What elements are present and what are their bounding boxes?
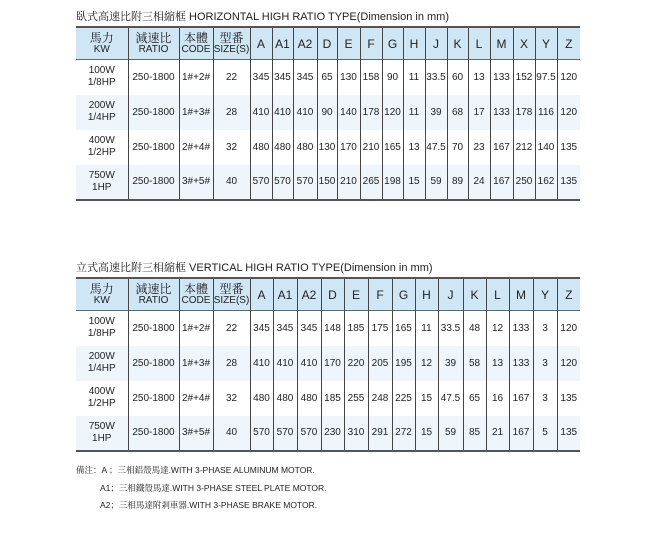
header-label: J	[447, 287, 454, 302]
table-cell: 135	[557, 165, 580, 200]
table-cell: 167	[509, 416, 533, 451]
power-label: 1/4HP	[87, 112, 116, 123]
column-header	[360, 27, 382, 60]
table-cell: 310	[344, 416, 368, 451]
table-cell: 130	[337, 60, 360, 95]
horizontal-table-title: 臥式高速比附三相縮框 HORIZONTAL HIGH RATIO TYPE(Dimension in mm)	[76, 11, 450, 23]
table-cell: 16	[486, 381, 509, 416]
table-cell: 133	[490, 60, 513, 95]
header-label: Y	[541, 36, 550, 51]
column-header	[76, 278, 128, 311]
header-label: K	[453, 36, 462, 51]
table-cell: 3#+5#	[179, 416, 213, 451]
table-cell: 65	[317, 60, 337, 95]
table-cell: 205	[368, 346, 392, 381]
header-label: G	[387, 36, 398, 51]
table-cell: 250-1800	[128, 130, 179, 165]
table-cell: 170	[321, 346, 344, 381]
table-cell: 272	[392, 416, 415, 451]
table-cell: 570	[297, 416, 321, 451]
header-label: E	[351, 287, 360, 302]
table-cell: 90	[317, 95, 337, 130]
table-cell: 133	[509, 346, 533, 381]
power-label: 1/8HP	[87, 328, 116, 340]
table-cell: 158	[360, 60, 382, 95]
column-header	[513, 27, 535, 60]
table-cell: 345	[250, 311, 273, 346]
table-cell: 195	[392, 346, 415, 381]
table-cell	[76, 311, 128, 346]
power-label: 1HP	[92, 432, 112, 444]
table-cell: 48	[463, 311, 486, 346]
table-cell: 3	[533, 381, 557, 416]
table-cell: 12	[415, 346, 438, 381]
column-header	[76, 27, 128, 60]
header-label: RATIO	[138, 43, 169, 55]
table-cell: 185	[344, 311, 368, 346]
table-cell: 28	[213, 95, 250, 130]
table-cell: 410	[272, 95, 293, 130]
header-label: L	[475, 36, 483, 51]
table-cell: 410	[273, 346, 297, 381]
table-cell: 28	[213, 346, 250, 381]
table-cell: 148	[321, 311, 344, 346]
notes	[76, 462, 327, 515]
table-cell: 345	[272, 60, 293, 95]
note-a2: A2；三相馬達附剎車器.WITH 3-PHASE BRAKE MOTOR.	[100, 500, 318, 510]
table-cell: 480	[250, 130, 272, 165]
column-header	[415, 278, 438, 311]
header-label: 本體	[183, 30, 208, 45]
header-label: Z	[565, 36, 573, 51]
column-header	[213, 278, 250, 311]
table-cell: 5	[533, 416, 557, 451]
column-header	[535, 27, 557, 60]
table-cell: 130	[317, 130, 337, 165]
table-cell: 24	[468, 165, 490, 200]
table-cell: 120	[557, 311, 580, 346]
table-cell: 15	[415, 416, 438, 451]
table-cell: 150	[317, 165, 337, 200]
table-cell: 3	[533, 311, 557, 346]
column-header	[438, 278, 463, 311]
column-header	[293, 27, 317, 60]
table-cell: 250-1800	[128, 165, 179, 200]
table-cell: 32	[213, 130, 250, 165]
power-label: 1HP	[92, 181, 112, 193]
table-cell: 291	[368, 416, 392, 451]
table-cell: 2#+4#	[179, 381, 213, 416]
table-cell: 220	[344, 346, 368, 381]
table-cell: 135	[557, 381, 580, 416]
table-cell: 21	[486, 416, 509, 451]
table-cell: 133	[490, 95, 513, 130]
table-cell: 198	[382, 165, 403, 200]
table-cell: 1#+2#	[179, 60, 213, 95]
table-cell	[76, 381, 128, 416]
header-label: RATIO	[138, 294, 169, 306]
table-cell: 345	[273, 311, 297, 346]
header-label: CODE	[181, 294, 211, 306]
table-cell: 210	[360, 130, 382, 165]
table-cell: 140	[337, 95, 360, 130]
table-cell: 60	[447, 60, 468, 95]
table-cell: 345	[297, 311, 321, 346]
table-cell: 23	[468, 130, 490, 165]
table-cell: 255	[344, 381, 368, 416]
table-cell: 345	[250, 60, 272, 95]
table-cell: 32	[213, 381, 250, 416]
header-label: Y	[540, 287, 549, 302]
header-label: L	[494, 287, 501, 302]
column-header	[468, 27, 490, 60]
table-cell: 17	[468, 95, 490, 130]
table-cell: 570	[250, 165, 272, 200]
header-label: D	[322, 36, 332, 51]
column-header	[557, 27, 580, 60]
table-cell: 120	[557, 60, 580, 95]
table-cell: 480	[293, 130, 317, 165]
table-cell: 33.5	[425, 60, 447, 95]
header-label: J	[433, 36, 439, 51]
column-header	[403, 27, 425, 60]
header-label: H	[409, 36, 419, 51]
table-cell: 167	[490, 165, 513, 200]
table-cell: 120	[557, 346, 580, 381]
table-row	[76, 60, 580, 95]
table-cell: 225	[392, 381, 415, 416]
horizontal-dimension-table	[76, 26, 580, 201]
table-cell: 165	[382, 130, 403, 165]
power-label: 200W	[88, 100, 115, 111]
table-cell: 68	[447, 95, 468, 130]
column-header	[179, 278, 213, 311]
table-cell: 250-1800	[128, 60, 179, 95]
table-cell: 15	[415, 381, 438, 416]
table-cell	[76, 95, 128, 130]
header-label: SIZE(S)	[213, 294, 250, 306]
header-label: 型番	[219, 30, 244, 45]
table-cell: 33.5	[438, 311, 463, 346]
table-cell	[76, 60, 128, 95]
table-row	[76, 311, 580, 346]
table-row	[76, 95, 580, 130]
table-cell: 13	[486, 346, 509, 381]
table-cell: 570	[272, 165, 293, 200]
power-label: 200W	[88, 351, 115, 362]
header-label: 減速比	[135, 30, 172, 45]
table-cell: 212	[513, 130, 535, 165]
table-cell: 167	[509, 381, 533, 416]
column-header	[368, 278, 392, 311]
table-cell	[76, 416, 128, 451]
header-label: KW	[93, 43, 110, 55]
table-cell: 210	[337, 165, 360, 200]
table-cell	[76, 165, 128, 200]
column-header	[463, 278, 486, 311]
table-row	[76, 165, 580, 200]
table-cell: 170	[337, 130, 360, 165]
table-cell: 570	[273, 416, 297, 451]
table-cell	[76, 130, 128, 165]
column-header	[250, 278, 273, 311]
column-header	[297, 278, 321, 311]
table-cell: 133	[509, 311, 533, 346]
header-label: A	[257, 287, 266, 302]
header-label: D	[328, 287, 337, 302]
header-label: G	[398, 287, 409, 302]
note-a1: A1；三相鐵殼馬達.WITH 3-PHASE STEEL PLATE MOTOR.	[100, 482, 327, 493]
header-label: 型番	[219, 281, 244, 296]
header-label: Z	[565, 287, 573, 302]
table-cell: 89	[447, 165, 468, 200]
table-cell: 250-1800	[128, 381, 179, 416]
table-cell: 39	[425, 95, 447, 130]
table-cell: 410	[250, 346, 273, 381]
table-cell: 90	[382, 60, 403, 95]
column-header	[486, 278, 509, 311]
column-header	[490, 27, 513, 60]
table-cell: 1#+3#	[179, 95, 213, 130]
column-header	[250, 27, 272, 60]
table-cell: 250	[513, 165, 535, 200]
table-cell: 265	[360, 165, 382, 200]
power-label: 1/4HP	[87, 363, 116, 374]
header-label: A2	[301, 287, 317, 302]
table-cell: 39	[438, 346, 463, 381]
column-header	[533, 278, 557, 311]
column-header	[128, 27, 179, 60]
table-row	[76, 416, 580, 451]
header-label: K	[470, 287, 479, 302]
column-header	[447, 27, 468, 60]
table-cell: 175	[368, 311, 392, 346]
column-header	[321, 278, 344, 311]
header-label: 本體	[183, 281, 208, 296]
table-cell: 178	[513, 95, 535, 130]
column-header	[557, 278, 580, 311]
table-cell: 135	[557, 416, 580, 451]
power-label: 100W	[88, 65, 115, 77]
table-cell: 70	[447, 130, 468, 165]
table-cell: 11	[403, 60, 425, 95]
table-cell: 2#+4#	[179, 130, 213, 165]
header-label: A1	[275, 36, 290, 51]
table-cell: 11	[403, 95, 425, 130]
table-cell: 248	[368, 381, 392, 416]
table-cell: 13	[403, 130, 425, 165]
table-cell: 250-1800	[128, 346, 179, 381]
power-label: 1/2HP	[87, 398, 116, 409]
column-header	[273, 278, 297, 311]
table-cell: 480	[297, 381, 321, 416]
table-cell: 3#+5#	[179, 165, 213, 200]
table-row	[76, 381, 580, 416]
table-cell: 120	[382, 95, 403, 130]
header-label: F	[376, 287, 384, 302]
header-label: CODE	[181, 43, 211, 55]
table-cell: 85	[463, 416, 486, 451]
header-label: E	[344, 36, 353, 51]
table-cell: 230	[321, 416, 344, 451]
table-cell: 97.5	[535, 60, 557, 95]
header-label: A2	[297, 36, 313, 51]
table-cell: 185	[321, 381, 344, 416]
header-label: 馬力	[89, 30, 114, 45]
table-cell: 59	[438, 416, 463, 451]
table-cell: 22	[213, 311, 250, 346]
header-label: X	[519, 36, 528, 51]
column-header	[317, 27, 337, 60]
header-label: 減速比	[135, 281, 172, 296]
table-cell: 3	[533, 346, 557, 381]
header-label: H	[422, 287, 431, 302]
note-a: 備注：A ；三相鋁殼馬達.WITH 3-PHASE ALUMINUM MOTOR.	[76, 465, 315, 475]
header-label: F	[367, 36, 375, 51]
table-cell: 65	[463, 381, 486, 416]
table-cell: 250-1800	[128, 416, 179, 451]
header-label: KW	[93, 294, 110, 306]
table-cell: 1#+3#	[179, 346, 213, 381]
table-cell: 480	[250, 381, 273, 416]
table-cell: 570	[250, 416, 273, 451]
power-label: 750W	[88, 420, 115, 432]
table-cell: 167	[490, 130, 513, 165]
power-label: 1/8HP	[87, 77, 116, 89]
column-header	[382, 27, 403, 60]
column-header	[509, 278, 533, 311]
table-cell: 15	[403, 165, 425, 200]
header-row	[76, 27, 580, 60]
table-cell: 47.5	[425, 130, 447, 165]
table-cell: 165	[392, 311, 415, 346]
table-cell: 410	[297, 346, 321, 381]
table-cell: 152	[513, 60, 535, 95]
header-row	[76, 278, 580, 311]
power-label: 100W	[88, 316, 115, 328]
table-cell: 250-1800	[128, 311, 179, 346]
table-cell: 178	[360, 95, 382, 130]
table-cell: 1#+2#	[179, 311, 213, 346]
column-header	[392, 278, 415, 311]
header-label: SIZE(S)	[213, 43, 250, 55]
table-cell: 58	[463, 346, 486, 381]
header-label: 馬力	[89, 281, 114, 296]
table-cell: 40	[213, 416, 250, 451]
power-label: 400W	[88, 135, 115, 146]
column-header	[128, 278, 179, 311]
table-cell: 12	[486, 311, 509, 346]
table-cell: 410	[250, 95, 272, 130]
column-header	[344, 278, 368, 311]
table-cell: 570	[293, 165, 317, 200]
column-header	[425, 27, 447, 60]
header-label: A1	[277, 287, 293, 302]
vertical-table-title: 立式高速比附三相縮框 VERTICAL HIGH RATIO TYPE(Dimension in mm)	[76, 262, 433, 274]
column-header	[272, 27, 293, 60]
table-cell: 250-1800	[128, 95, 179, 130]
table-cell: 116	[535, 95, 557, 130]
table-row	[76, 130, 580, 165]
table-cell: 162	[535, 165, 557, 200]
table-cell: 480	[273, 381, 297, 416]
power-label: 750W	[88, 169, 115, 181]
table-cell: 40	[213, 165, 250, 200]
table-cell: 47.5	[438, 381, 463, 416]
vertical-dimension-table	[76, 277, 580, 452]
column-header	[179, 27, 213, 60]
power-label: 1/2HP	[87, 147, 116, 158]
header-label: M	[516, 287, 526, 302]
table-cell: 22	[213, 60, 250, 95]
header-label: A	[256, 36, 265, 51]
table-cell: 140	[535, 130, 557, 165]
table-cell: 345	[293, 60, 317, 95]
header-label: M	[496, 36, 507, 51]
power-label: 400W	[88, 386, 115, 397]
table-cell: 135	[557, 130, 580, 165]
table-cell: 410	[293, 95, 317, 130]
column-header	[213, 27, 250, 60]
table-cell: 13	[468, 60, 490, 95]
table-cell: 120	[557, 95, 580, 130]
column-header	[337, 27, 360, 60]
table-cell: 480	[272, 130, 293, 165]
table-cell: 11	[415, 311, 438, 346]
table-row	[76, 346, 580, 381]
table-cell	[76, 346, 128, 381]
table-cell: 59	[425, 165, 447, 200]
